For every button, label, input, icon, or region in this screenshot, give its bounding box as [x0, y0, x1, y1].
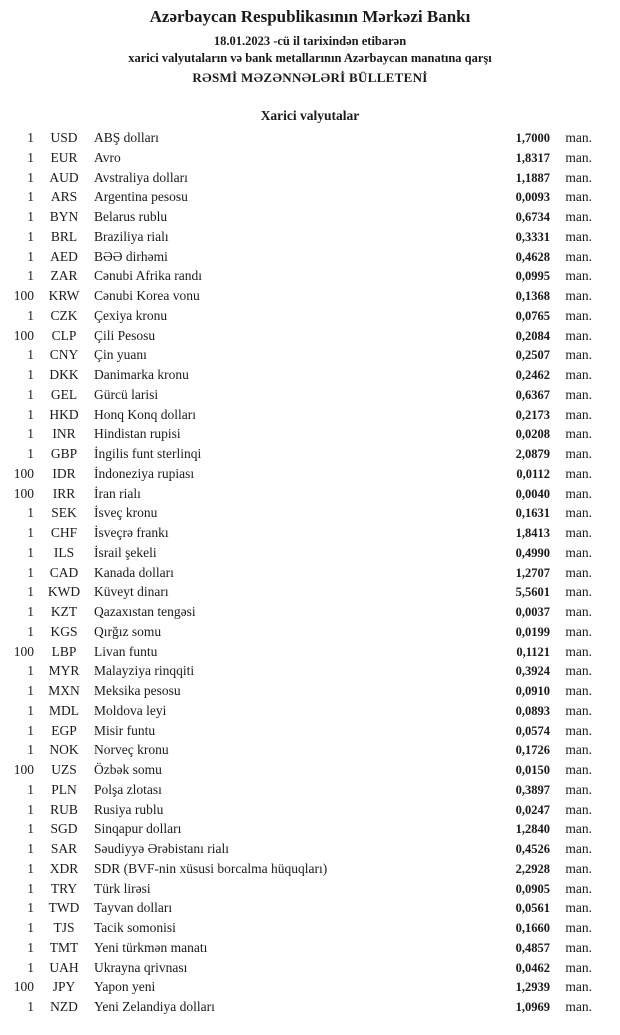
quantity-cell: 1 — [27, 900, 34, 916]
unit-label-cell: man. — [565, 564, 592, 580]
currency-name-cell: Türk lirəsi — [94, 880, 151, 896]
table-row — [6, 170, 592, 190]
unit-label-cell: man. — [565, 781, 592, 797]
table-row — [6, 999, 592, 1019]
currency-code-cell: IDR — [52, 465, 76, 481]
table-row — [6, 189, 592, 209]
currency-name-cell: Misir funtu — [94, 722, 156, 738]
rate-value-cell: 0,0247 — [515, 802, 550, 817]
unit-label-cell: man. — [565, 465, 592, 481]
currency-name-cell: Cənubi Korea vonu — [94, 288, 200, 304]
unit-label-cell: man. — [565, 544, 592, 560]
currency-code-cell: CLP — [51, 327, 77, 343]
currency-name-cell: Sinqapur dolları — [94, 821, 182, 837]
quantity-cell: 1 — [27, 228, 34, 244]
quantity-cell: 1 — [27, 999, 34, 1015]
currency-code-cell: BYN — [49, 209, 79, 225]
unit-label-cell: man. — [565, 367, 592, 383]
table-row — [6, 565, 592, 585]
table-row — [6, 328, 592, 348]
unit-label-cell: man. — [565, 801, 592, 817]
currency-name-cell: Yeni Zelandiya dolları — [94, 999, 215, 1015]
table-row — [6, 486, 592, 506]
rate-value-cell: 0,3897 — [515, 782, 550, 797]
currency-code-cell: IRR — [52, 485, 76, 501]
currency-name-cell: Danimarka kronu — [94, 367, 189, 383]
currency-code-cell: MYR — [48, 663, 80, 679]
currency-code-cell: TRY — [50, 880, 78, 896]
currency-code-cell: AUD — [49, 169, 79, 185]
currency-code-cell: SAR — [50, 841, 78, 857]
bank-title: Azərbaycan Respublikasının Mərkəzi Bankı — [149, 7, 471, 26]
currency-name-cell: Tayvan dolları — [94, 900, 173, 916]
quantity-cell: 1 — [27, 920, 34, 936]
rate-value-cell: 0,4526 — [515, 842, 550, 857]
currency-code-cell: AED — [50, 248, 78, 264]
currency-name-cell: Meksika pesosu — [94, 683, 181, 699]
unit-label-cell: man. — [565, 228, 592, 244]
currency-name-cell: Polşa zlotası — [94, 781, 162, 797]
currency-name-cell: Malayziya rinqqiti — [94, 663, 195, 679]
currency-code-cell: UAH — [49, 959, 79, 975]
currency-code-cell: LBP — [51, 643, 77, 659]
currency-name-cell: İran rialı — [94, 485, 141, 501]
unit-label-cell: man. — [565, 623, 592, 639]
currency-name-cell: Küveyt dinarı — [94, 584, 169, 600]
rate-value-cell: 0,1726 — [515, 743, 550, 758]
unit-label-cell: man. — [565, 841, 592, 857]
table-row — [6, 505, 592, 525]
currency-code-cell: EUR — [50, 149, 78, 165]
rate-value-cell: 5,5601 — [515, 585, 550, 600]
currency-code-cell: GEL — [50, 386, 78, 402]
table-row — [6, 367, 592, 387]
rate-value-cell: 0,4857 — [515, 940, 550, 955]
table-row — [6, 624, 592, 644]
currency-name-cell: Ukrayna qrivnası — [94, 959, 188, 975]
table-row — [6, 742, 592, 762]
table-row — [6, 268, 592, 288]
rate-value-cell: 2,2928 — [515, 861, 550, 876]
rate-value-cell: 0,0765 — [515, 308, 550, 323]
unit-label-cell: man. — [565, 959, 592, 975]
currency-code-cell: ARS — [50, 189, 78, 205]
currency-code-cell: ZAR — [50, 268, 78, 284]
unit-label-cell: man. — [565, 880, 592, 896]
currency-name-cell: Çexiya kronu — [94, 307, 168, 323]
currency-name-cell: Honq Konq dolları — [94, 406, 196, 422]
currency-rate-table — [0, 130, 620, 1019]
currency-code-cell: CAD — [49, 564, 79, 580]
quantity-cell: 1 — [27, 781, 34, 797]
quantity-cell: 1 — [27, 742, 34, 758]
quantity-cell: 1 — [27, 623, 34, 639]
currency-code-cell: RUB — [50, 801, 78, 817]
quantity-cell: 1 — [27, 130, 34, 146]
currency-name-cell: Çin yuanı — [94, 347, 147, 363]
currency-name-cell: İngilis funt sterlinqi — [94, 446, 202, 462]
unit-label-cell: man. — [565, 762, 592, 778]
unit-label-cell: man. — [565, 525, 592, 541]
currency-name-cell: Hindistan rupisi — [94, 426, 181, 442]
rate-value-cell: 0,0208 — [515, 427, 550, 442]
rate-value-cell: 0,2462 — [515, 368, 550, 383]
currency-name-cell: ABŞ dolları — [94, 130, 159, 146]
unit-label-cell: man. — [565, 939, 592, 955]
unit-label-cell: man. — [565, 169, 592, 185]
currency-code-cell: UZS — [51, 762, 77, 778]
quantity-cell: 1 — [27, 702, 34, 718]
unit-label-cell: man. — [565, 327, 592, 343]
quantity-cell: 1 — [27, 149, 34, 165]
rate-value-cell: 0,0462 — [515, 960, 550, 975]
rate-value-cell: 0,4990 — [515, 545, 550, 560]
rate-value-cell: 0,1660 — [515, 921, 550, 936]
rate-value-cell: 0,0093 — [515, 190, 550, 205]
currency-name-cell: Yeni türkmən manatı — [94, 939, 208, 955]
table-row — [6, 802, 592, 822]
unit-label-cell: man. — [565, 209, 592, 225]
quantity-cell: 1 — [27, 584, 34, 600]
quantity-cell: 1 — [27, 544, 34, 560]
unit-label-cell: man. — [565, 683, 592, 699]
quantity-cell: 100 — [13, 643, 34, 659]
unit-label-cell: man. — [565, 505, 592, 521]
rate-value-cell: 0,1631 — [515, 506, 550, 521]
table-row — [6, 209, 592, 229]
quantity-cell: 1 — [27, 505, 34, 521]
rate-value-cell: 1,8317 — [515, 150, 550, 165]
quantity-cell: 1 — [27, 426, 34, 442]
currency-code-cell: TWD — [48, 900, 80, 916]
table-row — [6, 663, 592, 683]
quantity-cell: 1 — [27, 821, 34, 837]
currency-name-cell: Livan funtu — [94, 643, 158, 659]
quantity-cell: 1 — [27, 406, 34, 422]
table-row — [6, 644, 592, 664]
unit-label-cell: man. — [565, 268, 592, 284]
unit-label-cell: man. — [565, 860, 592, 876]
currency-code-cell: KGS — [50, 623, 78, 639]
currency-name-cell: Qırğız somu — [94, 623, 162, 639]
rate-value-cell: 0,0040 — [515, 486, 550, 501]
quantity-cell: 1 — [27, 841, 34, 857]
quantity-cell: 1 — [27, 564, 34, 580]
unit-label-cell: man. — [565, 584, 592, 600]
currency-code-cell: SGD — [50, 821, 78, 837]
quantity-cell: 100 — [13, 979, 34, 995]
currency-name-cell: Kanada dolları — [94, 564, 174, 580]
unit-label-cell: man. — [565, 742, 592, 758]
table-row — [6, 841, 592, 861]
currency-name-cell: Moldova leyi — [94, 702, 167, 718]
table-row — [6, 940, 592, 960]
currency-code-cell: NZD — [50, 999, 78, 1015]
unit-label-cell: man. — [565, 347, 592, 363]
quantity-cell: 1 — [27, 722, 34, 738]
table-row — [6, 683, 592, 703]
unit-label-cell: man. — [565, 643, 592, 659]
rate-value-cell: 0,1368 — [515, 289, 550, 304]
unit-label-cell: man. — [565, 722, 592, 738]
rate-value-cell: 1,8413 — [515, 526, 550, 541]
table-row — [6, 150, 592, 170]
quantity-cell: 1 — [27, 347, 34, 363]
table-row — [6, 525, 592, 545]
quantity-cell: 100 — [13, 465, 34, 481]
quantity-cell: 1 — [27, 446, 34, 462]
currency-code-cell: CHF — [50, 525, 78, 541]
currency-code-cell: USD — [50, 130, 78, 146]
quantity-cell: 1 — [27, 959, 34, 975]
unit-label-cell: man. — [565, 446, 592, 462]
currency-code-cell: EGP — [51, 722, 77, 738]
rate-value-cell: 2,0879 — [515, 447, 550, 462]
currency-code-cell: MDL — [49, 702, 79, 718]
table-row — [6, 407, 592, 427]
currency-name-cell: Yapon yeni — [94, 979, 156, 995]
currency-code-cell: INR — [52, 426, 76, 442]
currency-name-cell: Qazaxıstan tengəsi — [94, 604, 196, 620]
table-row — [6, 900, 592, 920]
table-row — [6, 308, 592, 328]
rate-value-cell: 0,6367 — [515, 387, 550, 402]
quantity-cell: 1 — [27, 683, 34, 699]
rate-value-cell: 0,0910 — [515, 684, 550, 699]
subtitle-line: xarici valyutaların və bank metallarının Azərbaycan manatına qarşı — [128, 50, 492, 65]
rate-value-cell: 0,0112 — [516, 466, 550, 481]
table-row — [6, 604, 592, 624]
unit-label-cell: man. — [565, 979, 592, 995]
table-row — [6, 249, 592, 269]
quantity-cell: 1 — [27, 169, 34, 185]
quantity-cell: 1 — [27, 248, 34, 264]
currency-code-cell: TJS — [53, 920, 75, 936]
rate-value-cell: 0,3924 — [515, 664, 550, 679]
currency-code-cell: SEK — [51, 505, 77, 521]
currency-code-cell: KZT — [50, 604, 78, 620]
quantity-cell: 100 — [13, 762, 34, 778]
currency-name-cell: Argentina pesosu — [94, 189, 188, 205]
currency-code-cell: PLN — [51, 781, 77, 797]
table-row — [6, 979, 592, 999]
quantity-cell: 100 — [13, 327, 34, 343]
unit-label-cell: man. — [565, 189, 592, 205]
rate-value-cell: 1,7000 — [515, 131, 550, 146]
currency-code-cell: DKK — [49, 367, 79, 383]
table-row — [6, 229, 592, 249]
table-row — [6, 960, 592, 980]
currency-code-cell: GBP — [50, 446, 78, 462]
rate-value-cell: 0,1121 — [516, 644, 550, 659]
rate-value-cell: 1,2939 — [515, 980, 550, 995]
bulletin-title: RƏSMİ MƏZƏNNƏLƏRİ BÜLLETENİ — [192, 69, 428, 85]
currency-name-cell: Çili Pesosu — [94, 327, 156, 343]
quantity-cell: 1 — [27, 189, 34, 205]
document-header — [0, 6, 620, 86]
unit-label-cell: man. — [565, 130, 592, 146]
currency-code-cell: KRW — [48, 288, 80, 304]
currency-name-cell: İndoneziya rupiası — [94, 465, 195, 481]
currency-name-cell: Özbək somu — [94, 762, 162, 778]
unit-label-cell: man. — [565, 386, 592, 402]
rate-value-cell: 0,2507 — [515, 348, 550, 363]
unit-label-cell: man. — [565, 485, 592, 501]
currency-name-cell: İsveçrə frankı — [94, 525, 169, 541]
currency-name-cell: Səudiyyə Ərəbistanı rialı — [94, 841, 229, 857]
currency-name-cell: Norveç kronu — [94, 742, 169, 758]
quantity-cell: 1 — [27, 604, 34, 620]
table-row — [6, 130, 592, 150]
rate-value-cell: 0,0905 — [515, 881, 550, 896]
quantity-cell: 1 — [27, 663, 34, 679]
table-row — [6, 861, 592, 881]
quantity-cell: 1 — [27, 939, 34, 955]
unit-label-cell: man. — [565, 604, 592, 620]
currency-code-cell: NOK — [49, 742, 79, 758]
currency-name-cell: BƏƏ dirhəmi — [94, 248, 168, 264]
currency-code-cell: JPY — [52, 979, 76, 995]
quantity-cell: 1 — [27, 268, 34, 284]
quantity-cell: 1 — [27, 209, 34, 225]
unit-label-cell: man. — [565, 248, 592, 264]
unit-label-cell: man. — [565, 702, 592, 718]
section-title-foreign-currencies: Xarici valyutalar — [260, 108, 360, 124]
rate-value-cell: 1,2707 — [515, 565, 550, 580]
currency-code-cell: CNY — [49, 347, 79, 363]
table-row — [6, 347, 592, 367]
table-row — [6, 723, 592, 743]
unit-label-cell: man. — [565, 821, 592, 837]
currency-code-cell: ILS — [53, 544, 75, 560]
quantity-cell: 1 — [27, 801, 34, 817]
currency-code-cell: BRL — [50, 228, 78, 244]
currency-name-cell: İsveç kronu — [94, 505, 158, 521]
table-row — [6, 703, 592, 723]
currency-name-cell: Braziliya rialı — [94, 228, 169, 244]
quantity-cell: 100 — [13, 288, 34, 304]
quantity-cell: 1 — [27, 880, 34, 896]
quantity-cell: 1 — [27, 386, 34, 402]
unit-label-cell: man. — [565, 406, 592, 422]
currency-name-cell: Rusiya rublu — [94, 801, 164, 817]
currency-name-cell: İsrail şekeli — [94, 544, 157, 560]
rate-value-cell: 0,4628 — [515, 249, 550, 264]
currency-name-cell: Avro — [94, 149, 121, 165]
rate-value-cell: 1,0969 — [515, 1000, 550, 1015]
rate-value-cell: 1,1887 — [515, 170, 550, 185]
rate-value-cell: 0,2173 — [515, 407, 550, 422]
rate-value-cell: 0,0150 — [515, 763, 550, 778]
currency-name-cell: Tacik somonisi — [94, 920, 176, 936]
effective-date-line: 18.01.2023 -cü il tarixindən etibarən — [213, 33, 407, 48]
rate-value-cell: 0,0995 — [515, 269, 550, 284]
quantity-cell: 1 — [27, 307, 34, 323]
table-row — [6, 288, 592, 308]
unit-label-cell: man. — [565, 426, 592, 442]
table-row — [6, 881, 592, 901]
currency-code-cell: MXN — [48, 683, 80, 699]
unit-label-cell: man. — [565, 900, 592, 916]
rate-value-cell: 0,0893 — [515, 703, 550, 718]
quantity-cell: 100 — [13, 485, 34, 501]
table-row — [6, 466, 592, 486]
unit-label-cell: man. — [565, 288, 592, 304]
currency-code-cell: HKD — [49, 406, 79, 422]
currency-code-cell: XDR — [49, 860, 79, 876]
currency-code-cell: CZK — [50, 307, 78, 323]
unit-label-cell: man. — [565, 149, 592, 165]
table-row — [6, 387, 592, 407]
unit-label-cell: man. — [565, 999, 592, 1015]
unit-label-cell: man. — [565, 920, 592, 936]
table-row — [6, 426, 592, 446]
currency-code-cell: KWD — [47, 584, 81, 600]
table-row — [6, 545, 592, 565]
quantity-cell: 1 — [27, 860, 34, 876]
currency-code-cell: TMT — [49, 939, 79, 955]
rate-value-cell: 0,0037 — [515, 605, 550, 620]
currency-name-cell: Belarus rublu — [94, 209, 168, 225]
rate-value-cell: 0,2084 — [515, 328, 550, 343]
rate-value-cell: 1,2840 — [515, 822, 550, 837]
currency-name-cell: Avstraliya dolları — [94, 169, 188, 185]
rate-value-cell: 0,0199 — [515, 624, 550, 639]
rate-value-cell: 0,6734 — [515, 210, 550, 225]
rate-value-cell: 0,0561 — [515, 901, 550, 916]
quantity-cell: 1 — [27, 525, 34, 541]
table-row — [6, 821, 592, 841]
table-row — [6, 762, 592, 782]
currency-name-cell: SDR (BVF-nin xüsusi borcalma hüquqları) — [94, 860, 328, 876]
table-row — [6, 782, 592, 802]
table-row — [6, 920, 592, 940]
rate-value-cell: 0,3331 — [515, 229, 550, 244]
currency-name-cell: Cənubi Afrika randı — [94, 268, 202, 284]
currency-name-cell: Gürcü larisi — [94, 386, 159, 402]
table-row — [6, 584, 592, 604]
rate-value-cell: 0,0574 — [515, 723, 550, 738]
quantity-cell: 1 — [27, 367, 34, 383]
unit-label-cell: man. — [565, 307, 592, 323]
table-row — [6, 446, 592, 466]
unit-label-cell: man. — [565, 663, 592, 679]
